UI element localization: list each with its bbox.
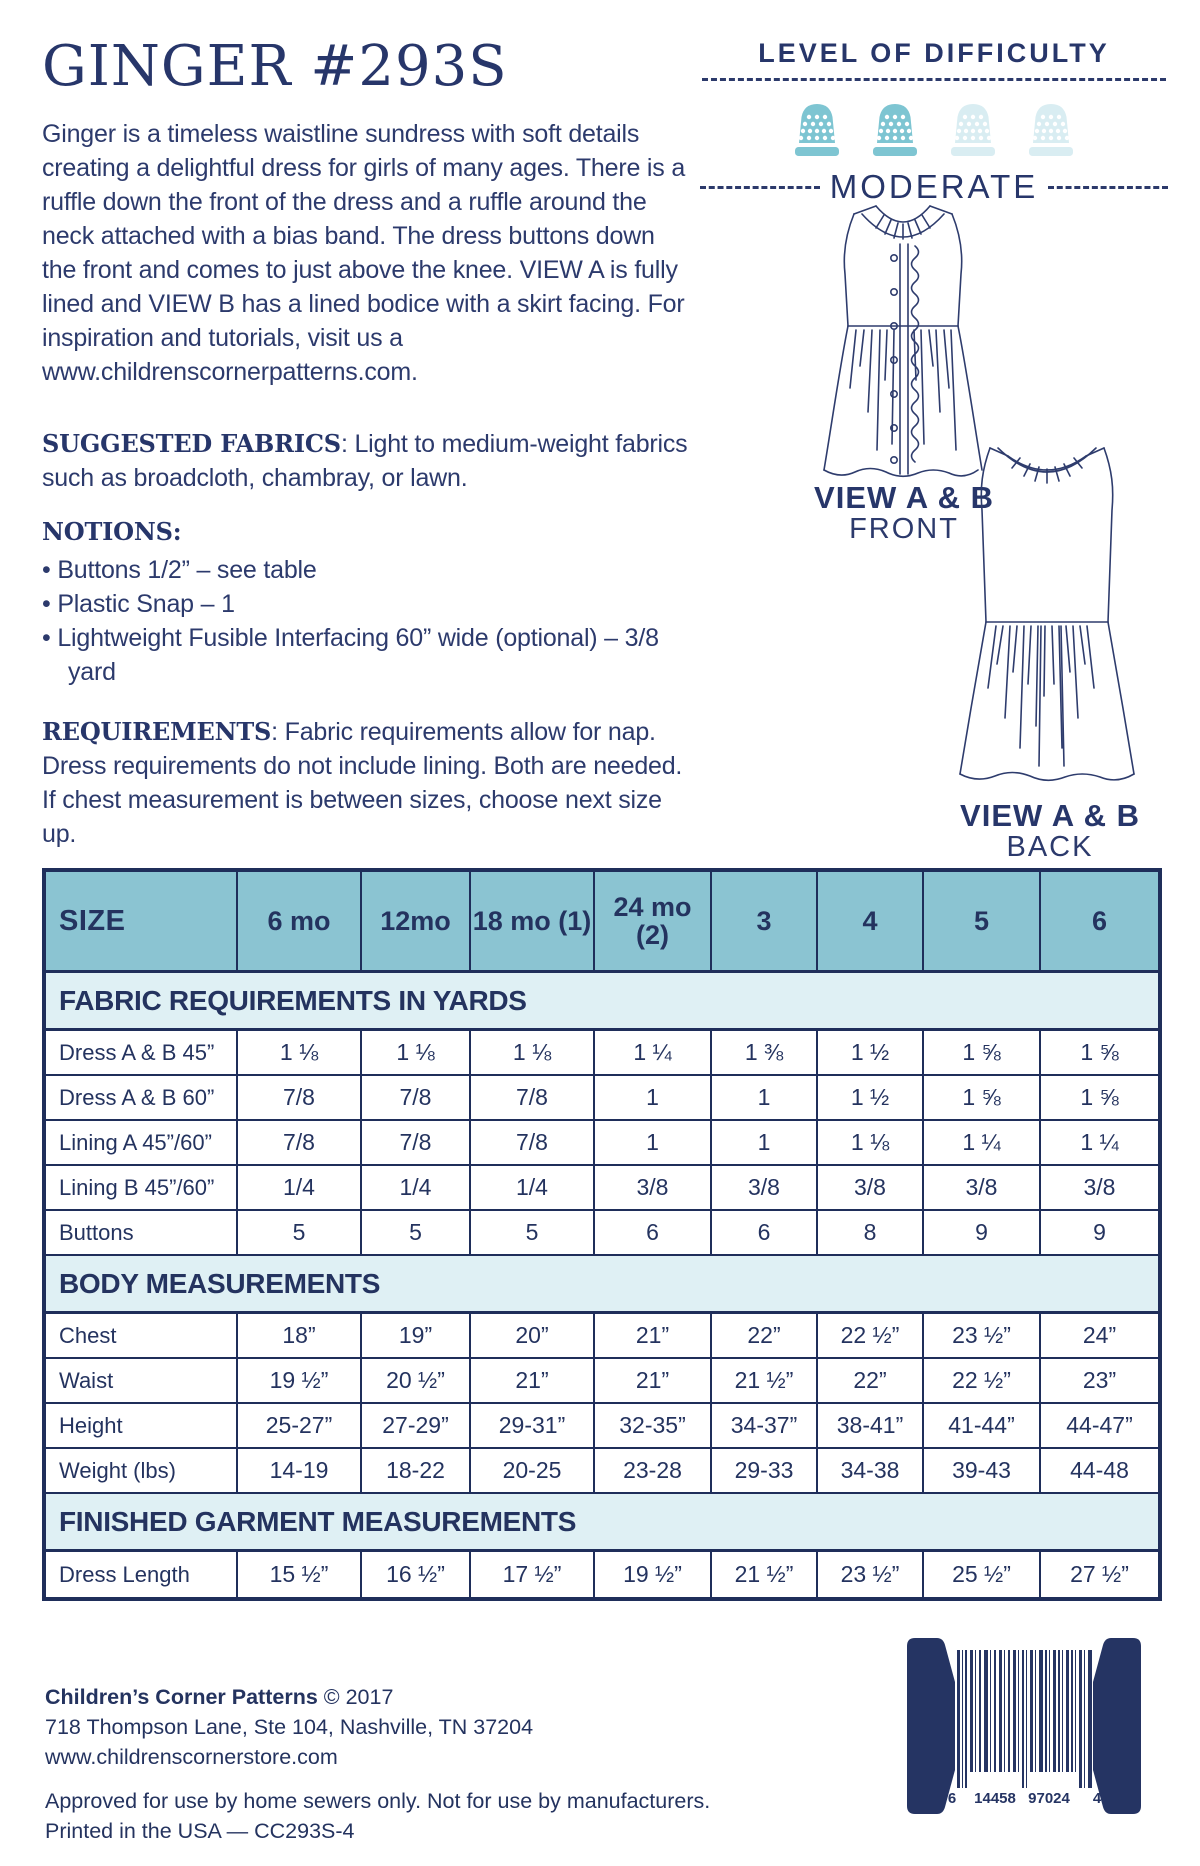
- table-cell: 6: [712, 1211, 818, 1254]
- barcode-digit: 6: [947, 1790, 957, 1807]
- size-column-header: 5: [924, 872, 1041, 970]
- table-cell: 1 ⅛: [818, 1121, 924, 1164]
- difficulty-panel: [700, 38, 1168, 206]
- barcode-digit: 97024: [1028, 1790, 1070, 1807]
- table-cell: 7/8: [471, 1076, 595, 1119]
- dress-back-illustration: [942, 426, 1152, 798]
- table-cell: 1: [712, 1076, 818, 1119]
- printed-line: Printed in the USA — CC293S-4: [45, 1819, 355, 1843]
- thimble-icon: [864, 98, 926, 162]
- table-cell: 21 ½”: [712, 1359, 818, 1402]
- table-cell: 3/8: [712, 1166, 818, 1209]
- table-cell: 1 ¼: [924, 1121, 1041, 1164]
- barcode-right-flange: [1093, 1638, 1141, 1814]
- table-cell: 23 ½”: [924, 1314, 1041, 1357]
- table-cell: 25-27”: [238, 1404, 362, 1447]
- table-row: [46, 1449, 1158, 1494]
- table-cell: 38-41”: [818, 1404, 924, 1447]
- table-cell: 1 ⅛: [362, 1031, 471, 1074]
- row-label: Buttons: [46, 1211, 238, 1254]
- table-cell: 3/8: [818, 1166, 924, 1209]
- difficulty-level-label: MODERATE: [829, 168, 1039, 205]
- row-label: Dress A & B 45”: [46, 1031, 238, 1074]
- copyright: © 2017: [317, 1685, 394, 1709]
- table-cell: 1/4: [471, 1166, 595, 1209]
- row-label: Dress Length: [46, 1552, 238, 1597]
- thimble-icon: [942, 98, 1004, 162]
- table-cell: 23”: [1082, 1367, 1117, 1394]
- address-line: 718 Thompson Lane, Ste 104, Nashville, TN 37204: [45, 1715, 534, 1739]
- table-cell: 1: [712, 1121, 818, 1164]
- notion-item: • Lightweight Fusible Interfacing 60” wide (optional) – 3/8 yard: [42, 621, 690, 689]
- table-cell: 7/8: [238, 1076, 362, 1119]
- table-section-row: [46, 973, 1158, 1031]
- table-cell: 9: [924, 1211, 1041, 1254]
- suggested-fabrics-heading: SUGGESTED FABRICS: [42, 429, 341, 458]
- table-row: [46, 1166, 1158, 1211]
- table-cell: 34-38: [818, 1449, 924, 1492]
- table-cell: 3/8: [595, 1166, 712, 1209]
- suggested-fabrics-text: : Light to medium-weight fabrics such as broadcloth, chambray, or lawn.: [42, 430, 688, 492]
- table-cell: 1 ½: [818, 1031, 924, 1074]
- notion-item: • Plastic Snap – 1: [42, 587, 690, 621]
- level-dash-right: [1048, 186, 1168, 189]
- table-cell: 15 ½”: [238, 1552, 362, 1597]
- table-cell: 1 ¼: [1080, 1129, 1119, 1156]
- table-row: [46, 1076, 1158, 1121]
- table-cell: 29-31”: [471, 1404, 595, 1447]
- table-cell: 19 ½”: [595, 1552, 712, 1597]
- table-row: [46, 1359, 1158, 1404]
- row-label: Chest: [46, 1314, 238, 1357]
- size-column-header: SIZE: [46, 872, 238, 970]
- table-cell: 25 ½”: [924, 1552, 1041, 1597]
- table-row: [46, 1404, 1158, 1449]
- table-row: [46, 1552, 1158, 1597]
- table-cell: 8: [818, 1211, 924, 1254]
- table-cell: 32-35”: [595, 1404, 712, 1447]
- suggested-fabrics-paragraph: [42, 427, 690, 495]
- table-cell: 39-43: [924, 1449, 1041, 1492]
- left-column: [42, 34, 690, 871]
- table-cell: 1 ½: [818, 1076, 924, 1119]
- size-column-header: 6: [1091, 905, 1108, 936]
- size-column-header: 12mo: [362, 872, 471, 970]
- table-cell: 3/8: [1083, 1174, 1116, 1201]
- approval-line: Approved for use by home sewers only. Not for use by manufacturers.: [45, 1789, 711, 1813]
- table-cell: 18”: [238, 1314, 362, 1357]
- row-label: Lining B 45”/60”: [46, 1166, 238, 1209]
- table-cell: 1 ⅛: [238, 1031, 362, 1074]
- view-front-title: VIEW A & B: [814, 480, 994, 515]
- view-front-subtitle: FRONT: [849, 513, 959, 546]
- row-label: Dress A & B 60”: [46, 1076, 238, 1119]
- table-cell: 44-47”: [1066, 1412, 1133, 1439]
- thimble-icon: [786, 98, 848, 162]
- table-cell: 14-19: [238, 1449, 362, 1492]
- requirements-paragraph: [42, 715, 690, 851]
- row-label: Height: [46, 1404, 238, 1447]
- size-column-header: 18 mo (1): [471, 872, 595, 970]
- size-column-header: 6 mo: [238, 872, 362, 970]
- thimble-icon: [1020, 98, 1082, 162]
- row-label: Weight (lbs): [46, 1449, 238, 1492]
- page-title: GINGER #293S: [42, 34, 508, 99]
- table-cell: 17 ½”: [471, 1552, 595, 1597]
- table-section-row: [46, 1256, 1158, 1314]
- table-cell: 22”: [818, 1359, 924, 1402]
- table-cell: 20-25: [471, 1449, 595, 1492]
- barcode: [903, 1636, 1145, 1816]
- difficulty-heading: LEVEL OF DIFFICULTY: [758, 38, 1110, 68]
- size-column-header: 3: [712, 872, 818, 970]
- size-table: [42, 868, 1162, 1601]
- size-column-header: 4: [818, 872, 924, 970]
- requirements-text: : Fabric requirements allow for nap. Dress requirements do not include lining. Both are needed. If chest measurement is between sizes, choose next size up.: [42, 718, 683, 848]
- table-row: [46, 1314, 1158, 1359]
- table-row: [46, 1031, 1158, 1076]
- barcode-digit: 4: [1092, 1790, 1102, 1807]
- table-cell: 5: [471, 1211, 595, 1254]
- table-cell: 1 ⅜: [712, 1031, 818, 1074]
- table-row: [46, 1211, 1158, 1256]
- table-cell: 7/8: [362, 1076, 471, 1119]
- table-section-row: [46, 1494, 1158, 1552]
- table-cell: 1/4: [238, 1166, 362, 1209]
- table-cell: 1 ⅝: [1080, 1084, 1119, 1111]
- view-back-label: [936, 800, 1164, 862]
- table-cell: 41-44”: [924, 1404, 1041, 1447]
- table-cell: 22”: [712, 1314, 818, 1357]
- table-cell: 1 ¼: [595, 1031, 712, 1074]
- table-cell: 23 ½”: [818, 1552, 924, 1597]
- table-cell: 1 ⅛: [471, 1031, 595, 1074]
- table-cell: 27 ½”: [1070, 1561, 1129, 1588]
- difficulty-divider: [702, 78, 1166, 81]
- section-title: FINISHED GARMENT MEASUREMENTS: [59, 1505, 577, 1537]
- table-cell: 19”: [362, 1314, 471, 1357]
- table-cell: 3/8: [924, 1166, 1041, 1209]
- notions-heading: NOTIONS:: [42, 517, 182, 546]
- table-cell: 7/8: [362, 1121, 471, 1164]
- table-header-row: [46, 872, 1158, 973]
- description: Ginger is a timeless waistline sundress with soft details creating a delightful dress for girls of many ages. There is a ruffle down the front of the dress and a ruffle around the neck attached with a bias band. The dress buttons down the front and comes to just above the knee. VIEW A is fully lined and VIEW B has a lined bodice with a skirt facing. For inspiration and tutorials, visit us a www.childrenscornerpatterns.com.: [42, 120, 686, 386]
- requirements-heading: REQUIREMENTS: [42, 717, 272, 746]
- table-cell: 1: [595, 1121, 712, 1164]
- table-cell: 19 ½”: [238, 1359, 362, 1402]
- table-cell: 9: [1093, 1219, 1106, 1246]
- table-cell: 20”: [471, 1314, 595, 1357]
- table-cell: 6: [595, 1211, 712, 1254]
- table-cell: 5: [362, 1211, 471, 1254]
- table-cell: 24”: [1082, 1322, 1117, 1349]
- notions-list: [42, 553, 690, 689]
- barcode-bars: [957, 1650, 1092, 1788]
- table-cell: 16 ½”: [362, 1552, 471, 1597]
- table-cell: 5: [238, 1211, 362, 1254]
- table-row: [46, 1121, 1158, 1166]
- table-cell: 21 ½”: [712, 1552, 818, 1597]
- table-cell: 27-29”: [362, 1404, 471, 1447]
- website-line: www.childrenscornerstore.com: [45, 1745, 338, 1769]
- company-line: [45, 1682, 710, 1712]
- difficulty-thimbles: [700, 94, 1168, 162]
- section-title: BODY MEASUREMENTS: [59, 1267, 381, 1299]
- table-cell: 7/8: [238, 1121, 362, 1164]
- size-column-header: 24 mo (2): [595, 872, 712, 970]
- table-cell: 1 ⅝: [924, 1076, 1041, 1119]
- table-cell: 1 ⅝: [924, 1031, 1041, 1074]
- barcode-left-flange: [907, 1638, 955, 1814]
- table-cell: 22 ½”: [818, 1314, 924, 1357]
- table-cell: 18-22: [362, 1449, 471, 1492]
- section-title: FABRIC REQUIREMENTS IN YARDS: [59, 984, 527, 1016]
- row-label: Lining A 45”/60”: [46, 1121, 238, 1164]
- table-cell: 22 ½”: [924, 1359, 1041, 1402]
- table-cell: 1 ⅝: [1080, 1039, 1119, 1066]
- table-cell: 1/4: [362, 1166, 471, 1209]
- footer: [45, 1682, 710, 1846]
- table-cell: 23-28: [595, 1449, 712, 1492]
- table-cell: 29-33: [712, 1449, 818, 1492]
- table-cell: 20 ½”: [362, 1359, 471, 1402]
- company-name: Children’s Corner Patterns: [45, 1685, 318, 1709]
- table-cell: 7/8: [471, 1121, 595, 1164]
- table-cell: 1: [595, 1076, 712, 1119]
- view-back-subtitle: BACK: [1006, 831, 1094, 864]
- view-back-title: VIEW A & B: [960, 798, 1140, 833]
- table-cell: 34-37”: [712, 1404, 818, 1447]
- table-cell: 21”: [595, 1359, 712, 1402]
- table-cell: 21”: [595, 1314, 712, 1357]
- barcode-digit: 14458: [974, 1790, 1016, 1807]
- notion-item: • Buttons 1/2” – see table: [42, 553, 690, 587]
- row-label: Waist: [46, 1359, 238, 1402]
- table-cell: 21”: [471, 1359, 595, 1402]
- table-cell: 44-48: [1070, 1457, 1129, 1484]
- level-dash-left: [700, 186, 820, 189]
